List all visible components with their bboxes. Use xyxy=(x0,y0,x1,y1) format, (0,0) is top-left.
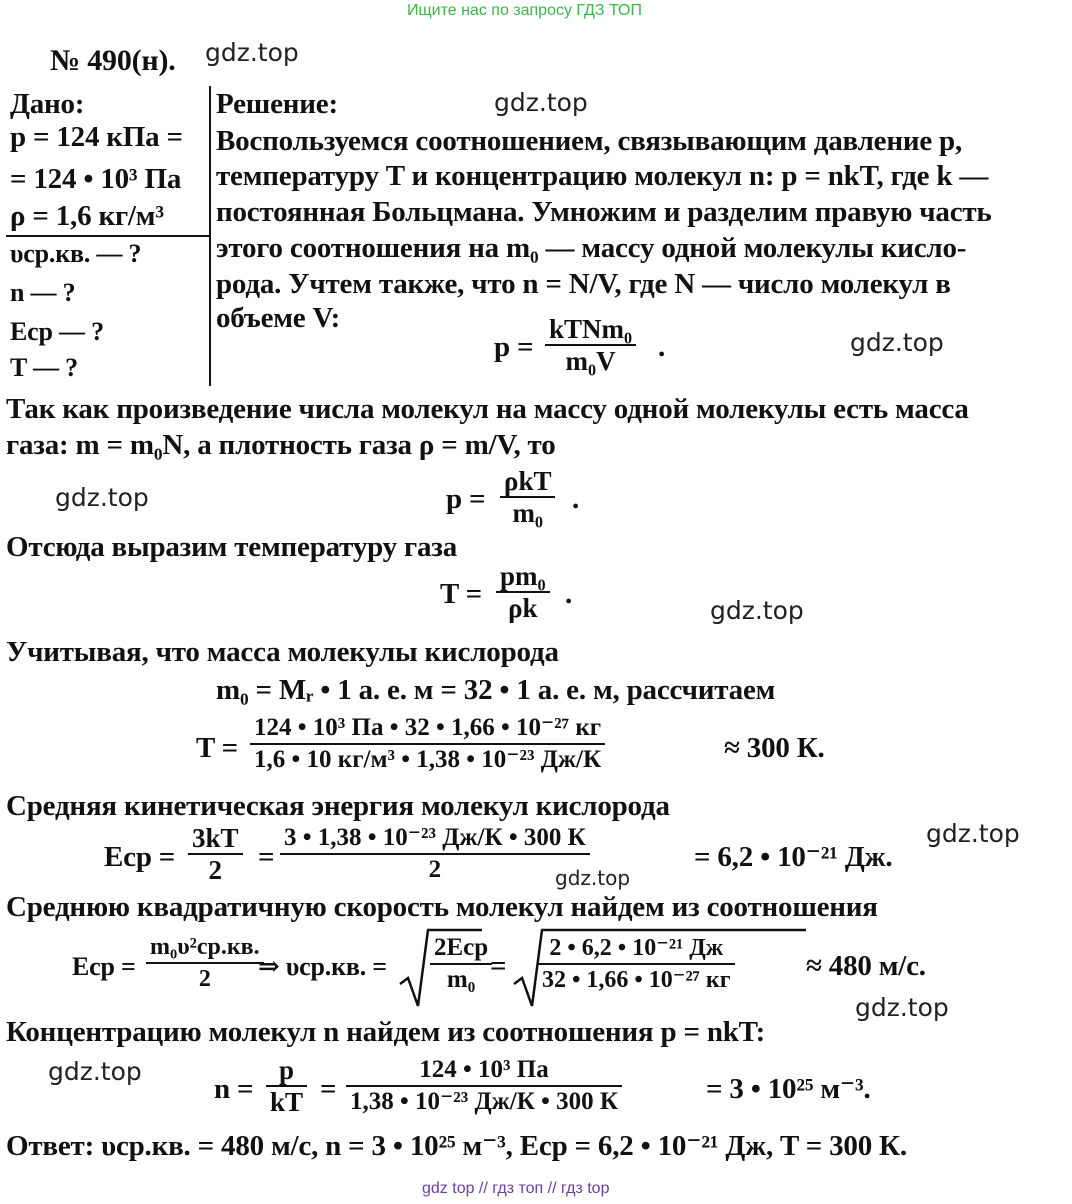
eq5-den-a: 2 xyxy=(188,853,243,885)
eq6-num-a: m₀υ²ср.кв. xyxy=(150,934,260,960)
find-item: υср.кв. — ? xyxy=(10,239,142,268)
eq3-end: . xyxy=(565,578,573,610)
eq7-num-a: p xyxy=(279,1055,295,1085)
eq4-den: 1,6 • 10 кг/м³ • 1,38 • 10⁻²³ Дж/К xyxy=(250,743,605,775)
answer-line: Ответ: υср.кв. = 480 м/с, n = 3 • 10²⁵ м⁻³, Eср = 6,2 • 10⁻²¹ Дж, T = 300 К. xyxy=(6,1130,907,1162)
watermark: gdz.top xyxy=(48,1057,142,1086)
text-line: Отсюда выразим температуру газа xyxy=(6,531,458,563)
eq4-end: ≈ 300 К. xyxy=(724,732,825,764)
solution-line: Воспользуемся соотношением, связывающим давление p, xyxy=(216,125,963,157)
eq1-den: m₀V xyxy=(545,344,636,376)
solution-line: температуру T и концентрацию молекул n: p = nkT, где k — xyxy=(216,160,989,192)
eq7-end: = 3 • 10²⁵ м⁻³. xyxy=(706,1073,871,1105)
solution-line: объеме V: xyxy=(216,302,341,334)
eq1-num: kTNm₀ xyxy=(549,314,633,344)
eq5-num-b: 3 • 1,38 • 10⁻²³ Дж/К • 300 К xyxy=(284,824,586,851)
site-banner[interactable]: Ищите нас по запросу ГДЗ ТОП xyxy=(407,2,642,19)
eq6-fraction-c xyxy=(538,933,735,995)
eq5-fraction-a xyxy=(188,823,243,885)
eq7-fraction-a xyxy=(266,1055,307,1117)
eq1-lhs: p = xyxy=(494,331,534,363)
eq6-arrow: ⇒ υср.кв. = xyxy=(258,952,387,981)
eq5-lhs: Eср = xyxy=(104,841,176,873)
eq3-num: pm₀ xyxy=(500,561,546,591)
eq2-lhs: p = xyxy=(446,483,486,515)
eq3-den: ρk xyxy=(496,591,550,623)
given-line: = 124 • 10³ Па xyxy=(10,163,182,195)
eq6-mid: = xyxy=(490,950,507,982)
eq1-end: . xyxy=(658,331,666,363)
eq6-den-b: m₀ xyxy=(430,963,492,995)
text-line: Концентрацию молекул n найдем из соотношения p = nkT: xyxy=(6,1016,766,1048)
text-line: m₀ = Mᵣ • 1 а. е. м = 32 • 1 а. е. м, рассчитаем xyxy=(216,674,776,706)
eq2-fraction xyxy=(500,466,555,528)
solution-line: рода. Учтем также, что n = N/V, где N — число молекул в xyxy=(216,268,951,300)
watermark: gdz.top xyxy=(205,38,299,67)
eq5-end: = 6,2 • 10⁻²¹ Дж. xyxy=(694,841,893,873)
problem-number: № 490(н). xyxy=(50,44,176,77)
given-line: ρ = 1,6 кг/м³ xyxy=(10,200,164,232)
watermark: gdz.top xyxy=(850,328,944,357)
text-line: газа: m = m₀N, а плотность газа ρ = m/V, то xyxy=(6,429,556,461)
eq2-end: . xyxy=(572,483,580,515)
watermark: gdz.top xyxy=(555,866,631,890)
watermark: gdz.top xyxy=(494,88,588,117)
solution-line: постоянная Больцмана. Умножим и разделим правую часть xyxy=(216,196,992,228)
eq7-den-a: kT xyxy=(266,1085,307,1117)
eq5-mid: = xyxy=(258,841,275,873)
given-title: Дано: xyxy=(10,88,85,120)
eq6-num-c: 2 • 6,2 • 10⁻²¹ Дж xyxy=(549,935,724,961)
eq2-den: m₀ xyxy=(500,496,555,528)
eq6-den-c: 32 • 1,66 • 10⁻²⁷ кг xyxy=(538,963,735,995)
eq7-num-b: 124 • 10³ Па xyxy=(419,1056,549,1083)
watermark: gdz.top xyxy=(710,596,804,625)
eq5-fraction-b xyxy=(280,823,590,885)
find-item: T — ? xyxy=(10,353,78,382)
eq6-den-a: 2 xyxy=(146,962,264,994)
solution-title: Решение: xyxy=(216,88,338,120)
eq6-fraction-a xyxy=(146,932,264,994)
eq7-lhs: n = xyxy=(214,1073,254,1105)
footer-links[interactable]: gdz top // гдз топ // гдз top xyxy=(422,1180,610,1197)
solution-line: этого соотношения на m₀ — массу одной молекулы кисло- xyxy=(216,232,967,264)
eq2-num: ρkT xyxy=(504,466,552,496)
eq4-num: 124 • 10³ Па • 32 • 1,66 • 10⁻²⁷ кг xyxy=(254,714,602,741)
eq3-fraction xyxy=(496,561,550,623)
eq3-lhs: T = xyxy=(440,578,482,610)
watermark: gdz.top xyxy=(855,993,949,1022)
eq7-mid: = xyxy=(320,1073,337,1105)
eq5-num-a: 3kT xyxy=(192,823,239,853)
find-item: n — ? xyxy=(10,278,76,307)
eq7-fraction-b xyxy=(346,1055,622,1117)
eq6-fraction-b xyxy=(430,933,492,995)
find-item: Eср — ? xyxy=(10,317,104,346)
eq5-den-b: 2 xyxy=(280,853,590,885)
eq1-fraction xyxy=(545,314,636,376)
text-line: Учитывая, что масса молекулы кислорода xyxy=(6,636,559,668)
given-line: p = 124 кПа = xyxy=(10,121,183,153)
watermark: gdz.top xyxy=(926,819,1020,848)
eq6-lhs: Eср = xyxy=(72,952,136,981)
eq4-lhs: T = xyxy=(196,732,238,764)
text-line: Так как произведение числа молекул на массу одной молекулы есть масса xyxy=(6,393,969,425)
watermark: gdz.top xyxy=(55,483,149,512)
text-line: Средняя кинетическая энергия молекул кислорода xyxy=(6,790,670,822)
eq4-fraction xyxy=(250,713,605,775)
eq7-den-b: 1,38 • 10⁻²³ Дж/К • 300 К xyxy=(346,1085,622,1117)
text-line: Среднюю квадратичную скорость молекул найдем из соотношения xyxy=(6,891,878,923)
eq6-end: ≈ 480 м/с. xyxy=(806,950,926,982)
eq6-num-b: 2Eср xyxy=(434,934,489,961)
